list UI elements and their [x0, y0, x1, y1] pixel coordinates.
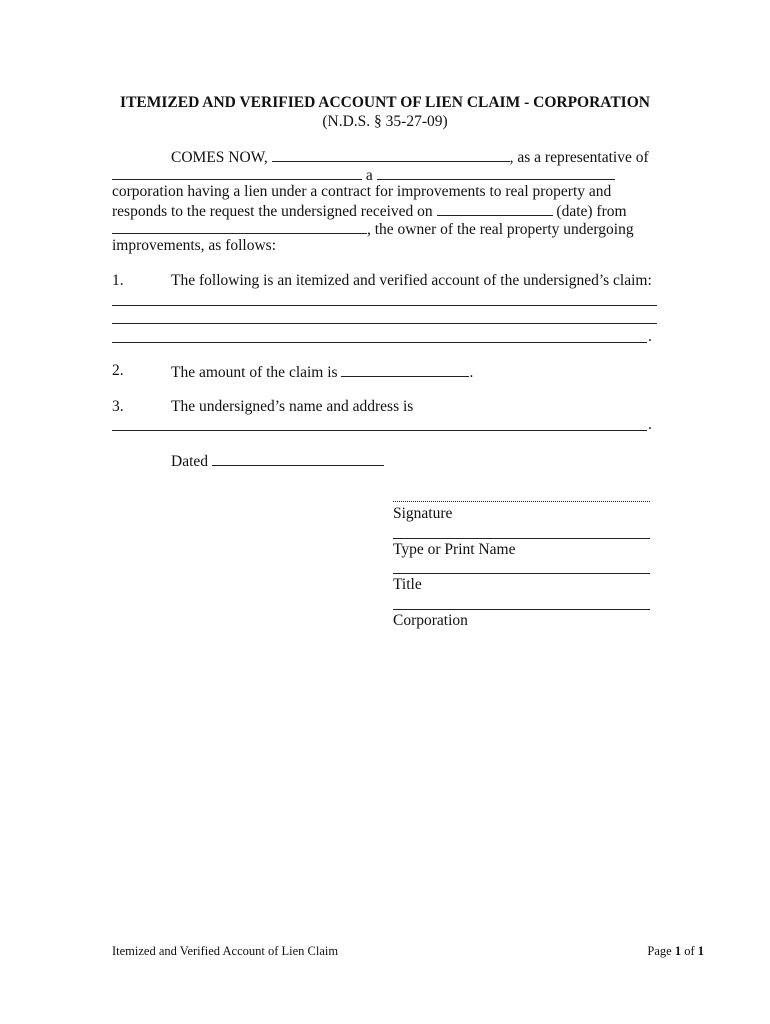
item-3-text: The undersigned’s name and address is [171, 398, 414, 415]
page-total: 1 [697, 944, 704, 958]
print-name-label: Type or Print Name [393, 541, 516, 558]
corporation-name-field[interactable] [112, 165, 362, 180]
item-2-number: 2. [112, 362, 124, 379]
dated-field[interactable] [212, 451, 384, 466]
item-2-line [171, 362, 473, 382]
article-a-text: a [365, 167, 373, 184]
comes-now-text: COMES NOW, [171, 149, 268, 166]
corporation-label: Corporation [393, 612, 468, 629]
claim-amount-field[interactable] [341, 362, 469, 377]
intro-line-3 [112, 201, 627, 221]
footer-page-number [647, 944, 704, 959]
claim-account-line-3[interactable] [112, 342, 647, 343]
title-field[interactable] [393, 573, 650, 574]
signature-label: Signature [393, 505, 453, 522]
corporation-field[interactable] [393, 609, 650, 610]
representative-name-field[interactable] [272, 147, 510, 162]
document-title: ITEMIZED AND VERIFIED ACCOUNT OF LIEN CLAIM - CORPORATION [120, 94, 650, 111]
item-1-text: The following is an itemized and verified account of the undersigned’s claim: [171, 272, 652, 289]
owner-name-field[interactable] [112, 219, 367, 234]
item-1-number: 1. [112, 272, 124, 289]
owner-text: , the owner of the real property undergoing [367, 221, 634, 238]
title-label: Title [393, 576, 422, 593]
date-from-text: (date) from [556, 203, 627, 220]
page-current: 1 [674, 944, 682, 958]
request-date-field[interactable] [437, 201, 553, 216]
dated-line [171, 451, 384, 471]
signature-field[interactable] [393, 501, 650, 502]
intro-line-5: improvements, as follows: [112, 237, 277, 254]
item-3-number: 3. [112, 398, 124, 415]
claim-account-line-1[interactable] [112, 305, 657, 306]
item-2-text: The amount of the claim is [171, 364, 338, 381]
intro-line-4 [112, 219, 634, 239]
item-2-period: . [469, 364, 474, 381]
claim-account-line-2[interactable] [112, 323, 657, 324]
request-received-text: responds to the request the undersigned received on [112, 203, 433, 220]
intro-line-1 [171, 147, 649, 167]
of-word: of [684, 944, 695, 958]
intro-line-1b [112, 165, 615, 185]
name-address-period: . [648, 416, 652, 433]
claim-account-period: . [648, 328, 652, 345]
print-name-field[interactable] [393, 538, 650, 539]
footer-document-name: Itemized and Verified Account of Lien Claim [112, 944, 339, 958]
statute-reference: (N.D.S. § 35-27-09) [322, 113, 448, 130]
dated-label: Dated [171, 453, 209, 470]
intro-line-2: corporation having a lien under a contract for improvements to real property and [112, 183, 612, 200]
page-word: Page [647, 944, 672, 958]
as-representative-text: , as a representative of [509, 149, 649, 166]
name-address-line[interactable] [112, 430, 647, 431]
state-of-incorporation-field[interactable] [377, 165, 615, 180]
